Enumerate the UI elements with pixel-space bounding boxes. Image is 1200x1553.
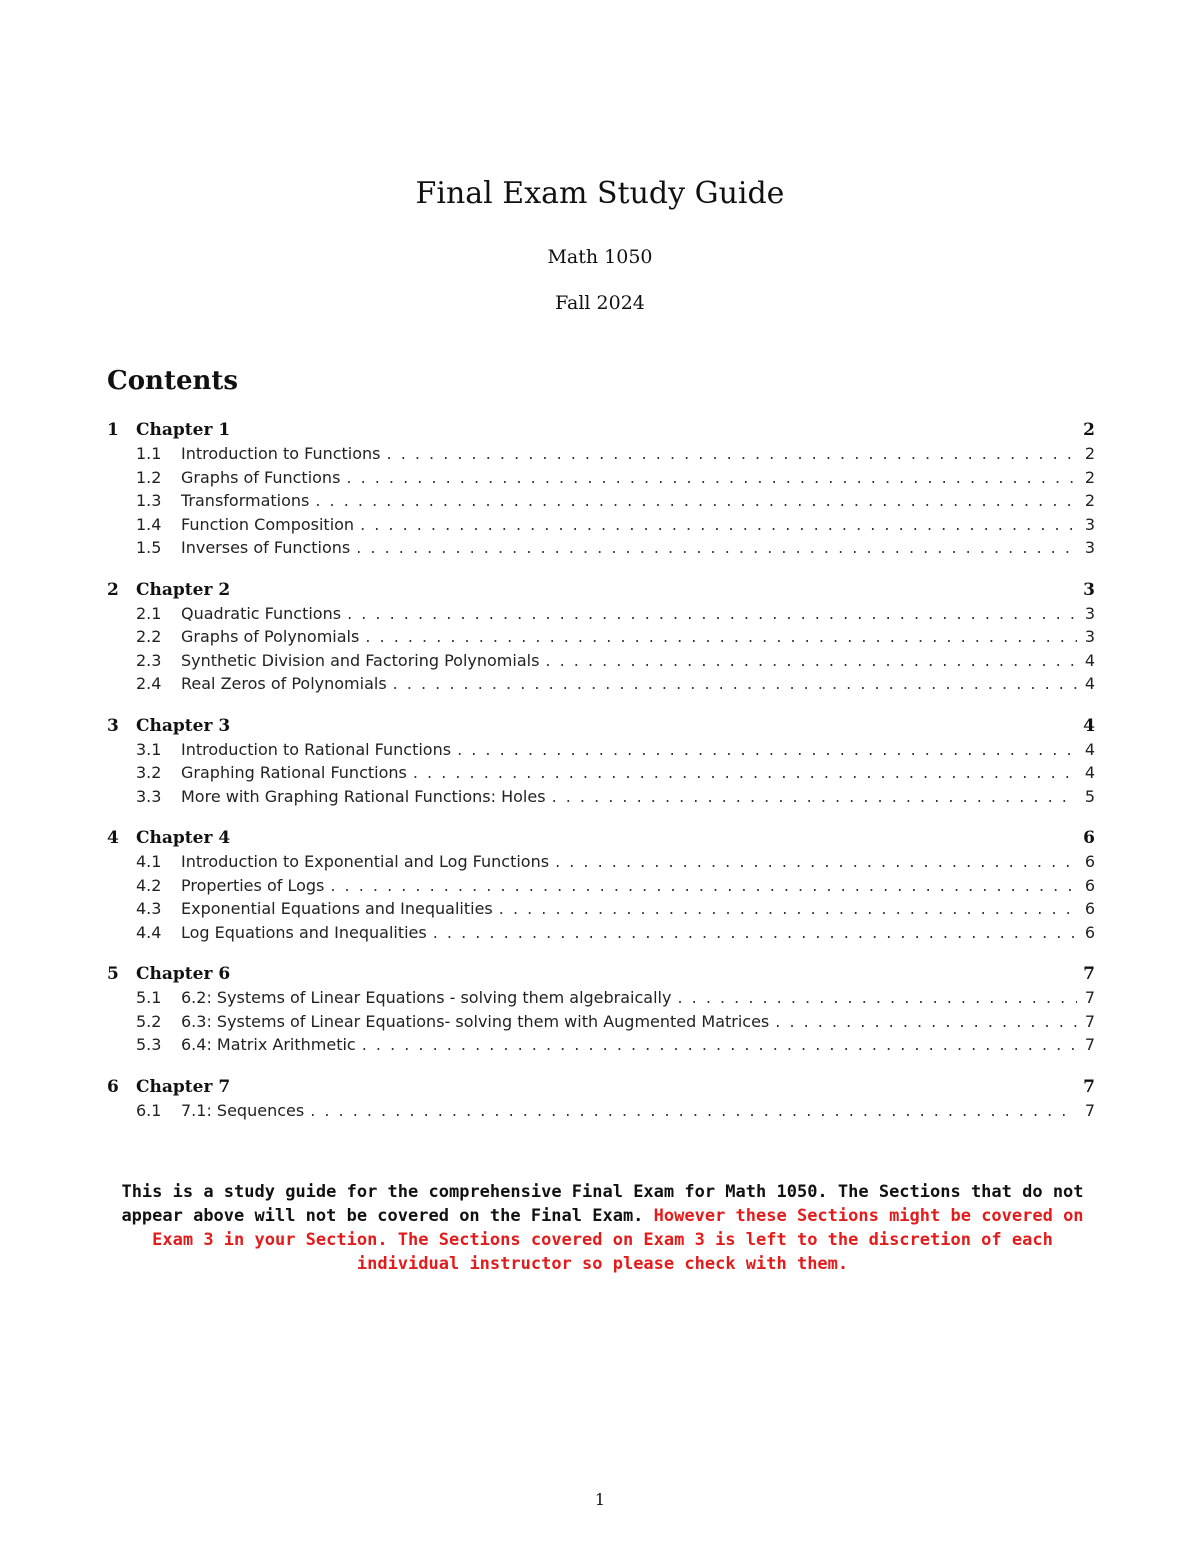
toc-section-number: 2.2: [136, 627, 162, 646]
toc-section-entry[interactable]: [107, 787, 1095, 811]
course-name: Math 1050: [547, 246, 653, 268]
toc-section-page: 7: [1084, 988, 1095, 1007]
toc-dot-leader: [393, 674, 1077, 693]
toc-section-number: 1.4: [136, 514, 162, 534]
toc-section-page: 4: [1084, 763, 1095, 782]
toc-chapter-label: Chapter 7: [136, 1076, 231, 1097]
toc-section-page: 4: [1084, 650, 1095, 670]
toc-section-page: 3: [1084, 538, 1095, 557]
toc-section-page: 7: [1084, 1100, 1095, 1120]
toc-section-number: 3.3: [136, 786, 162, 806]
toc-section-label: Graphing Rational Functions: [181, 763, 407, 782]
toc-section-entry[interactable]: [107, 876, 1095, 900]
toc-section-entry[interactable]: [107, 444, 1095, 468]
toc-dot-leader: [330, 876, 1077, 895]
toc-section-entry[interactable]: [107, 491, 1095, 515]
toc-chapter-label: Chapter 1: [136, 420, 231, 440]
toc-chapter-label: Chapter 4: [136, 828, 231, 848]
toc-section-number: 2.1: [136, 603, 162, 623]
toc-section-number: 1.5: [136, 538, 162, 557]
toc-section-label: Transformations: [181, 491, 310, 510]
toc-section-label: 7.1: Sequences: [181, 1100, 305, 1120]
toc-chapter-group: [107, 580, 1095, 698]
toc-section-entry[interactable]: [107, 515, 1095, 539]
toc-section-label: Real Zeros of Polynomials: [181, 674, 387, 693]
toc-dot-leader: [387, 444, 1077, 463]
toc-chapter-page: 3: [1083, 579, 1095, 600]
toc-chapter-entry[interactable]: [107, 420, 1095, 444]
toc-chapter-entry[interactable]: [107, 1077, 1095, 1101]
toc-section-entry[interactable]: [107, 763, 1095, 787]
toc-section-page: 6: [1084, 922, 1095, 942]
toc-chapter-label: Chapter 3: [136, 715, 231, 736]
toc-chapter-number: 1: [107, 420, 119, 440]
toc-dot-leader: [545, 651, 1077, 670]
toc-dot-leader: [365, 627, 1077, 646]
toc-dot-leader: [360, 515, 1077, 534]
toc-section-label: Synthetic Division and Factoring Polynomials: [181, 650, 540, 670]
toc-chapter-number: 4: [107, 828, 119, 848]
toc-section-entry[interactable]: [107, 627, 1095, 651]
toc-section-page: 7: [1084, 1011, 1095, 1031]
toc-section-number: 5.3: [136, 1035, 162, 1054]
toc-section-label: Quadratic Functions: [181, 603, 342, 623]
toc-section-label: 6.4: Matrix Arithmetic: [181, 1035, 356, 1054]
toc-section-number: 6.1: [136, 1100, 162, 1120]
toc-section-label: Introduction to Exponential and Log Functions: [181, 852, 550, 871]
toc-chapter-label: Chapter 6: [136, 964, 231, 984]
toc-section-number: 4.1: [136, 852, 162, 871]
toc-section-number: 4.3: [136, 899, 162, 918]
toc-section-label: Exponential Equations and Inequalities: [181, 899, 493, 918]
toc-dot-leader: [362, 1035, 1077, 1054]
toc-section-number: 4.2: [136, 875, 162, 895]
toc-section-label: Function Composition: [181, 514, 355, 534]
toc-section-label: Properties of Logs: [181, 875, 325, 895]
toc-chapter-page: 7: [1083, 1076, 1095, 1097]
toc-dot-leader: [433, 923, 1077, 942]
toc-section-label: 6.3: Systems of Linear Equations- solving them with Augmented Matrices: [181, 1011, 770, 1031]
toc-section-number: 5.2: [136, 1011, 162, 1031]
toc-chapter-number: 5: [107, 964, 119, 984]
toc-section-entry[interactable]: [107, 899, 1095, 923]
toc-section-page: 6: [1084, 875, 1095, 895]
toc-section-label: Introduction to Functions: [181, 444, 381, 463]
toc-section-page: 2: [1084, 444, 1095, 463]
toc-chapter-entry[interactable]: [107, 964, 1095, 988]
toc-dot-leader: [356, 538, 1077, 557]
toc-chapter-number: 3: [107, 715, 119, 736]
toc-section-number: 1.2: [136, 467, 162, 487]
toc-chapter-number: 2: [107, 579, 119, 600]
note-red-text: However these Sections might be covered on Exam 3 in your Section. The Sections covered on Exam 3 is left to the discretion of each individual instructor so please check with them.: [152, 1206, 1084, 1274]
toc-chapter-group: [107, 964, 1095, 1059]
toc-section-entry[interactable]: [107, 538, 1095, 562]
page-number: 1: [594, 1490, 606, 1509]
toc-section-number: 1.1: [136, 444, 162, 463]
toc-section-number: 2.4: [136, 674, 162, 693]
toc-section-label: 6.2: Systems of Linear Equations - solving them algebraically: [181, 988, 672, 1007]
toc-section-entry[interactable]: [107, 651, 1095, 675]
toc-section-number: 1.3: [136, 491, 162, 510]
toc-chapter-page: 2: [1083, 420, 1095, 440]
toc-dot-leader: [457, 740, 1077, 759]
toc-chapter-page: 6: [1083, 828, 1095, 848]
toc-chapter-page: 4: [1083, 715, 1095, 736]
toc-dot-leader: [555, 852, 1077, 871]
toc-section-label: Introduction to Rational Functions: [181, 739, 452, 759]
toc-section-number: 2.3: [136, 650, 162, 670]
toc-section-page: 3: [1084, 603, 1095, 623]
toc-section-entry[interactable]: [107, 923, 1095, 947]
toc-section-label: More with Graphing Rational Functions: Holes: [181, 786, 546, 806]
toc-section-entry[interactable]: [107, 468, 1095, 492]
toc-section-entry[interactable]: [107, 674, 1095, 698]
toc-section-entry[interactable]: [107, 1012, 1095, 1036]
toc-chapter-group: [107, 716, 1095, 811]
toc-section-number: 4.4: [136, 922, 162, 942]
toc-section-page: 6: [1084, 899, 1095, 918]
toc-chapter-entry[interactable]: [107, 828, 1095, 852]
toc-chapter-group: [107, 1077, 1095, 1125]
toc-section-page: 4: [1084, 739, 1095, 759]
toc-dot-leader: [315, 491, 1077, 510]
toc-chapter-group: [107, 420, 1095, 562]
toc-section-entry[interactable]: [107, 852, 1095, 876]
toc-section-entry[interactable]: [107, 740, 1095, 764]
toc-dot-leader: [347, 604, 1077, 623]
toc-chapter-number: 6: [107, 1076, 119, 1097]
toc-section-number: 3.2: [136, 763, 162, 782]
toc-section-page: 2: [1084, 467, 1095, 487]
toc-chapter-group: [107, 828, 1095, 946]
toc-dot-leader: [310, 1101, 1077, 1120]
toc-section-entry[interactable]: [107, 988, 1095, 1012]
toc-dot-leader: [499, 899, 1077, 918]
page-title: Final Exam Study Guide: [415, 176, 785, 211]
toc-section-page: 3: [1084, 514, 1095, 534]
toc-chapter-label: Chapter 2: [136, 579, 231, 600]
toc-section-page: 6: [1084, 852, 1095, 871]
toc-section-page: 3: [1084, 627, 1095, 646]
term: Fall 2024: [555, 292, 645, 314]
toc-section-page: 7: [1084, 1035, 1095, 1054]
note-black-text: This is a study guide for the comprehensive Final Exam for Math 1050. The Sections that do not appear above will not be covered on the Final Exam.: [121, 1182, 1084, 1226]
contents-heading: Contents: [107, 366, 239, 396]
toc-dot-leader: [775, 1012, 1077, 1031]
toc-dot-leader: [413, 763, 1077, 782]
toc-chapter-entry[interactable]: [107, 580, 1095, 604]
toc-section-label: Log Equations and Inequalities: [181, 922, 427, 942]
toc-section-entry[interactable]: [107, 1035, 1095, 1059]
table-of-contents: [107, 420, 1095, 1142]
toc-section-label: Graphs of Functions: [181, 467, 341, 487]
toc-section-label: Inverses of Functions: [181, 538, 351, 557]
toc-dot-leader: [552, 787, 1077, 806]
toc-chapter-page: 7: [1083, 964, 1095, 984]
toc-section-number: 3.1: [136, 739, 162, 759]
toc-section-page: 4: [1084, 674, 1095, 693]
toc-section-page: 5: [1084, 786, 1095, 806]
toc-section-entry[interactable]: [107, 1101, 1095, 1125]
toc-section-label: Graphs of Polynomials: [181, 627, 360, 646]
toc-section-number: 5.1: [136, 988, 162, 1007]
toc-section-page: 2: [1084, 491, 1095, 510]
toc-section-entry[interactable]: [107, 604, 1095, 628]
toc-dot-leader: [677, 988, 1077, 1007]
toc-chapter-entry[interactable]: [107, 716, 1095, 740]
toc-dot-leader: [346, 468, 1077, 487]
study-guide-note: [110, 1180, 1095, 1276]
